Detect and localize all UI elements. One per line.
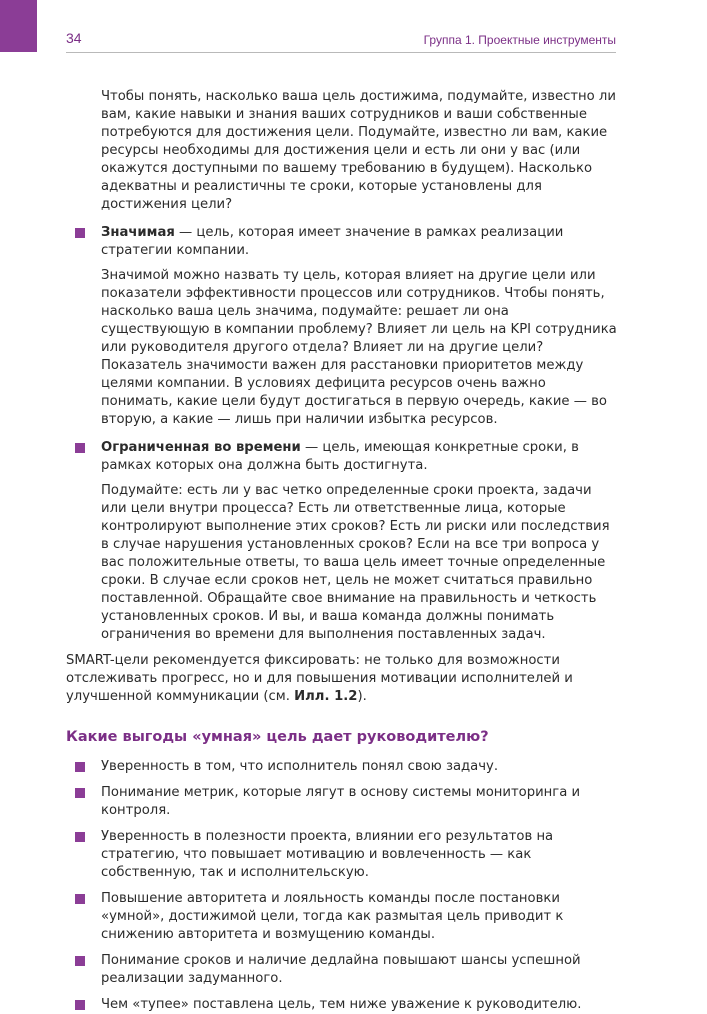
benefit-item [66, 952, 618, 988]
benefit-item [66, 828, 618, 882]
page-number: 34 [66, 30, 82, 46]
running-head: Группа 1. Проектные инструменты [423, 33, 616, 47]
benefit-item [66, 784, 618, 820]
bullet-square-icon [75, 788, 85, 798]
benefit-text: Чем «тупее» поставлена цель, тем ниже уважение к руководителю. [101, 997, 582, 1012]
benefit-text: Понимание сроков и наличие дедлайна повышают шансы успешной реализации задуманного. [101, 953, 581, 986]
intro-paragraph: Чтобы понять, насколько ваша цель достижима, подумайте, известно ли вам, какие навыки и знания ваших сотрудников и ваши собственные потребуются для достижения цели. Подумайте, известно ли вам, какие ресурсы необходимы для достижения цели и есть ли они у вас (или окажутся доступными по вашему требованию в будущем). Насколько адекватны и реалистичны те сроки, которые установлены для достижения цели? [101, 89, 616, 212]
time-bound-explanation: Подумайте: есть ли у вас четко определенные сроки проекта, задачи или цели внутри процесса? Есть ли ответственные лица, которые контролируют выполнение этих сроков? Есть ли риски или последствия в случае нарушения установленных сроков? Если на все три вопроса у вас положительные ответы, то ваша цель имеет точные определенные сроки. В случае если сроков нет, цель не может считаться правильно поставленной. Обращайте свое внимание на правильность и четкость установленных сроков. И вы, и ваша команда должны понимать ограничения во времени для выполнения поставленных задач. [101, 483, 610, 642]
bullet-square-icon [75, 762, 85, 772]
benefit-text: Уверенность в полезности проекта, влиянии его результатов на стратегию, что повышает мотивацию и вовлеченность — как собственную, так и исполнительскую. [101, 829, 554, 880]
term-time-bound: Ограниченная во времени [101, 440, 301, 455]
benefit-text: Понимание метрик, которые лягут в основу системы мониторинга и контроля. [101, 785, 581, 818]
smart-text: SMART-цели рекомендуется фиксировать: не только для возможности отслеживать прогресс, но и для повышения мотивации исполнителей и улучшенной коммуникации (см. [66, 653, 573, 704]
section-heading: Какие выгоды «умная» цель дает руководителю? [66, 729, 489, 745]
bullet-square-icon [75, 832, 85, 842]
definition-time-bound: — цель, имеющая конкретные сроки, в рамках которых она должна быть достигнута. [101, 440, 579, 473]
bullet-square-icon [75, 443, 85, 453]
header-divider [66, 52, 616, 53]
corner-accent [0, 0, 37, 52]
figure-reference: Илл. 1.2 [294, 689, 358, 704]
benefit-text: Уверенность в том, что исполнитель понял свою задачу. [101, 759, 499, 774]
definition-significant: — цель, которая имеет значение в рамках реализации стратегии компании. [101, 225, 564, 258]
term-significant: Значимая [101, 225, 175, 240]
bullet-square-icon [75, 894, 85, 904]
smart-paragraph [66, 652, 618, 706]
page-content [66, 88, 618, 1014]
bullet-significant [66, 224, 618, 260]
benefit-text: Повышение авторитета и лояльность команды после постановки «умной», достижимой цели, тогда как размытая цель приводит к снижению авторитета и возмущению команды. [101, 891, 564, 942]
bullet-square-icon [75, 956, 85, 966]
bullet-square-icon [75, 1000, 85, 1010]
significant-explanation: Значимой можно назвать ту цель, которая влияет на другие цели или показатели эффективности процессов или сотрудников. Чтобы понять, насколько ваша цель значима, подумайте: решает ли она существующую в компании проблему? Влияет ли цель на KPI сотрудника или руководителя другого отдела? Влияет ли на другие цели? Показатель значимости важен для расстановки приоритетов между целями компании. В условиях дефицита ресурсов очень важно понимать, какие цели будут достигаться в первую очередь, какие — во вторую, а какие — лишь при наличии избытка ресурсов. [101, 268, 617, 427]
benefit-item [66, 996, 618, 1014]
benefit-item [66, 890, 618, 944]
bullet-time-bound [66, 439, 618, 475]
bullet-square-icon [75, 228, 85, 238]
smart-end: ). [357, 689, 367, 704]
benefit-item [66, 758, 618, 776]
